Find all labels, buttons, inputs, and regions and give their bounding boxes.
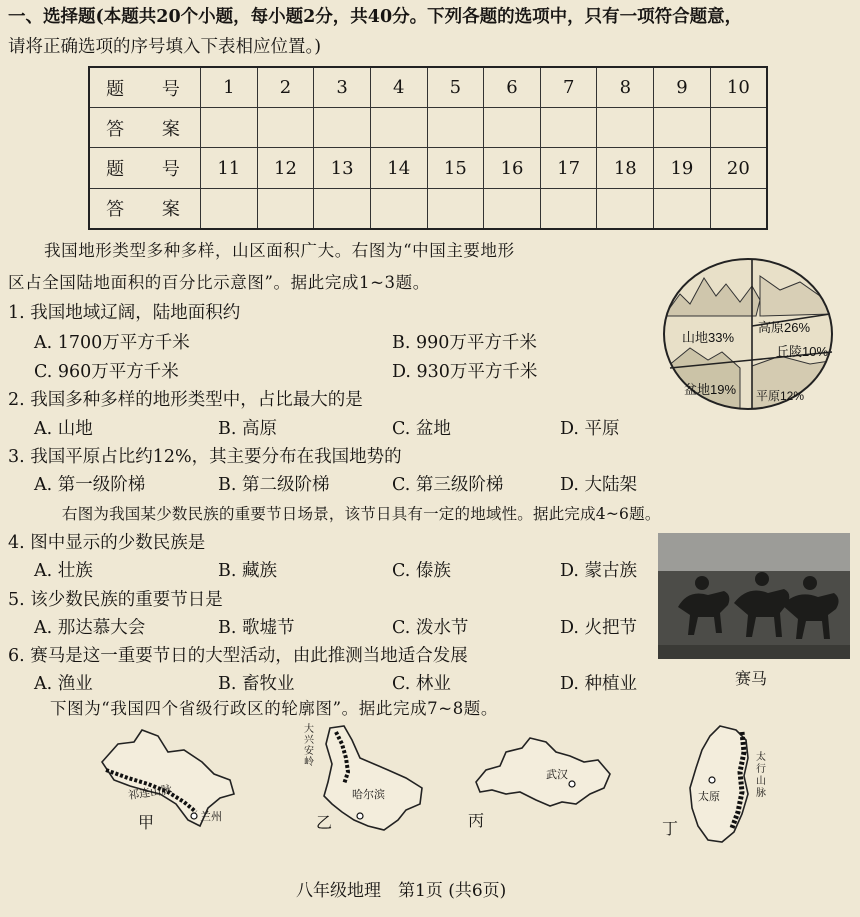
question-number: 2 bbox=[257, 67, 314, 108]
map-label: 乙 bbox=[316, 813, 333, 832]
question-number: 17 bbox=[540, 148, 597, 188]
map-label: 丙 bbox=[468, 811, 485, 830]
city-marker-icon bbox=[357, 813, 363, 819]
option-a[interactable]: A. 渔业 bbox=[34, 674, 93, 694]
question-number: 19 bbox=[654, 148, 711, 188]
question-stem: 5. 该少数民族的重要节日是 bbox=[8, 590, 223, 610]
province-map-ding bbox=[660, 722, 780, 846]
option-d[interactable]: D. 种植业 bbox=[560, 674, 638, 694]
answer-cell[interactable] bbox=[370, 188, 427, 229]
question-number: 7 bbox=[540, 67, 597, 108]
option-a[interactable]: A. 山地 bbox=[34, 419, 93, 439]
option-c[interactable]: C. 盆地 bbox=[392, 419, 451, 439]
answer-cell[interactable] bbox=[427, 108, 484, 148]
page-footer: 八年级地理 第1页 (共6页) bbox=[296, 881, 507, 901]
city-label: 武汉 bbox=[546, 769, 568, 781]
answer-table bbox=[88, 66, 768, 230]
pie-slice-label: 丘陵10% bbox=[776, 344, 829, 359]
question-number: 1 bbox=[201, 67, 258, 108]
answer-cell[interactable] bbox=[540, 188, 597, 229]
mountain-label: 太行山脉 bbox=[756, 752, 766, 799]
pie-slice-label: 盆地19% bbox=[684, 382, 737, 397]
terrain-pie-figure bbox=[660, 256, 836, 412]
answer-cell[interactable] bbox=[314, 108, 371, 148]
section-heading: 一、选择题(本题共20个小题，每小题2分，共40分。下列各题的选项中，只有一项符合题意， bbox=[8, 7, 743, 27]
question-number: 15 bbox=[427, 148, 484, 188]
option-c[interactable]: C. 960万平方千米 bbox=[34, 362, 179, 382]
option-b[interactable]: B. 第二级阶梯 bbox=[218, 475, 330, 495]
passage-terrain-line1: 我国地形类型多种多样，山区面积广大。右图为“中国主要地形 bbox=[44, 241, 515, 260]
row-label: 答 案 bbox=[89, 108, 201, 148]
answer-cell[interactable] bbox=[484, 108, 541, 148]
city-label: 哈尔滨 bbox=[352, 789, 385, 801]
row-label: 题 号 bbox=[89, 67, 201, 108]
option-a[interactable]: A. 1700万平方千米 bbox=[34, 333, 190, 353]
question-number: 14 bbox=[370, 148, 427, 188]
table-row bbox=[89, 67, 767, 108]
option-c[interactable]: C. 第三级阶梯 bbox=[392, 475, 504, 495]
option-b[interactable]: B. 畜牧业 bbox=[218, 674, 295, 694]
question-stem: 1. 我国地域辽阔，陆地面积约 bbox=[8, 303, 241, 323]
section-heading-line2: 请将正确选项的序号填入下表相应位置。) bbox=[8, 37, 322, 57]
answer-cell[interactable] bbox=[654, 108, 711, 148]
option-a[interactable]: A. 第一级阶梯 bbox=[34, 475, 146, 495]
question-stem: 4. 图中显示的少数民族是 bbox=[8, 533, 206, 553]
map-label: 丁 bbox=[662, 819, 679, 838]
question-stem: 2. 我国多种多样的地形类型中，占比最大的是 bbox=[8, 390, 363, 410]
question-number: 6 bbox=[484, 67, 541, 108]
province-map-jia bbox=[84, 722, 244, 832]
province-map-yi bbox=[302, 722, 432, 834]
city-marker-icon bbox=[709, 777, 715, 783]
passage-festival: 右图为我国某少数民族的重要节日场景，该节日具有一定的地域性。据此完成4~6题。 bbox=[62, 505, 661, 523]
option-c[interactable]: C. 傣族 bbox=[392, 561, 451, 581]
row-label: 答 案 bbox=[89, 188, 201, 229]
option-b[interactable]: B. 藏族 bbox=[218, 561, 277, 581]
question-number: 10 bbox=[710, 67, 767, 108]
city-label: 兰州 bbox=[200, 811, 222, 823]
question-number: 16 bbox=[484, 148, 541, 188]
option-c[interactable]: C. 林业 bbox=[392, 674, 451, 694]
option-b[interactable]: B. 高原 bbox=[218, 419, 277, 439]
answer-cell[interactable] bbox=[427, 188, 484, 229]
question-number: 5 bbox=[427, 67, 484, 108]
answer-cell[interactable] bbox=[710, 188, 767, 229]
map-label: 甲 bbox=[138, 813, 155, 832]
question-number: 9 bbox=[654, 67, 711, 108]
answer-cell[interactable] bbox=[597, 108, 654, 148]
answer-cell[interactable] bbox=[314, 188, 371, 229]
province-map-bing bbox=[466, 732, 616, 830]
question-number: 3 bbox=[314, 67, 371, 108]
city-marker-icon bbox=[191, 813, 197, 819]
mountain-label: 祁连山脉 bbox=[127, 783, 173, 802]
pie-slice-label: 高原26% bbox=[758, 320, 811, 335]
city-marker-icon bbox=[569, 781, 575, 787]
option-a[interactable]: A. 那达慕大会 bbox=[34, 618, 146, 638]
answer-cell[interactable] bbox=[654, 188, 711, 229]
table-row bbox=[89, 188, 767, 229]
photo-caption: 赛马 bbox=[735, 669, 768, 688]
question-stem: 3. 我国平原占比约12%，其主要分布在我国地势的 bbox=[8, 447, 402, 467]
option-a[interactable]: A. 壮族 bbox=[34, 561, 93, 581]
option-b[interactable]: B. 歌墟节 bbox=[218, 618, 295, 638]
mountain-label: 大兴安岭 bbox=[304, 724, 314, 768]
table-row bbox=[89, 148, 767, 188]
question-stem: 6. 赛马是这一重要节日的大型活动，由此推测当地适合发展 bbox=[8, 646, 468, 666]
passage-terrain-line2: 区占全国陆地面积的百分比示意图”。据此完成1~3题。 bbox=[8, 273, 430, 292]
option-c[interactable]: C. 泼水节 bbox=[392, 618, 469, 638]
pie-slice-label: 平原12% bbox=[756, 389, 805, 403]
question-number: 12 bbox=[257, 148, 314, 188]
answer-cell[interactable] bbox=[201, 108, 258, 148]
option-d[interactable]: D. 平原 bbox=[560, 419, 620, 439]
answer-cell[interactable] bbox=[484, 188, 541, 229]
answer-cell[interactable] bbox=[597, 188, 654, 229]
row-label: 题 号 bbox=[89, 148, 201, 188]
question-number: 11 bbox=[201, 148, 258, 188]
answer-cell[interactable] bbox=[710, 108, 767, 148]
option-d[interactable]: D. 火把节 bbox=[560, 618, 638, 638]
question-number: 20 bbox=[710, 148, 767, 188]
question-number: 8 bbox=[597, 67, 654, 108]
option-d[interactable]: D. 蒙古族 bbox=[560, 561, 638, 581]
answer-cell[interactable] bbox=[540, 108, 597, 148]
city-label: 太原 bbox=[698, 791, 720, 803]
answer-cell[interactable] bbox=[257, 108, 314, 148]
question-number: 13 bbox=[314, 148, 371, 188]
option-d[interactable]: D. 大陆架 bbox=[560, 475, 638, 495]
question-number: 4 bbox=[370, 67, 427, 108]
option-d[interactable]: D. 930万平方千米 bbox=[392, 362, 538, 382]
passage-provinces: 下图为“我国四个省级行政区的轮廓图”。据此完成7~8题。 bbox=[50, 699, 498, 718]
horse-racing-photo bbox=[658, 533, 850, 659]
option-b[interactable]: B. 990万平方千米 bbox=[392, 333, 537, 353]
question-number: 18 bbox=[597, 148, 654, 188]
table-row bbox=[89, 108, 767, 148]
answer-cell[interactable] bbox=[370, 108, 427, 148]
answer-cell[interactable] bbox=[201, 188, 258, 229]
pie-slice-label: 山地33% bbox=[682, 330, 735, 345]
answer-cell[interactable] bbox=[257, 188, 314, 229]
